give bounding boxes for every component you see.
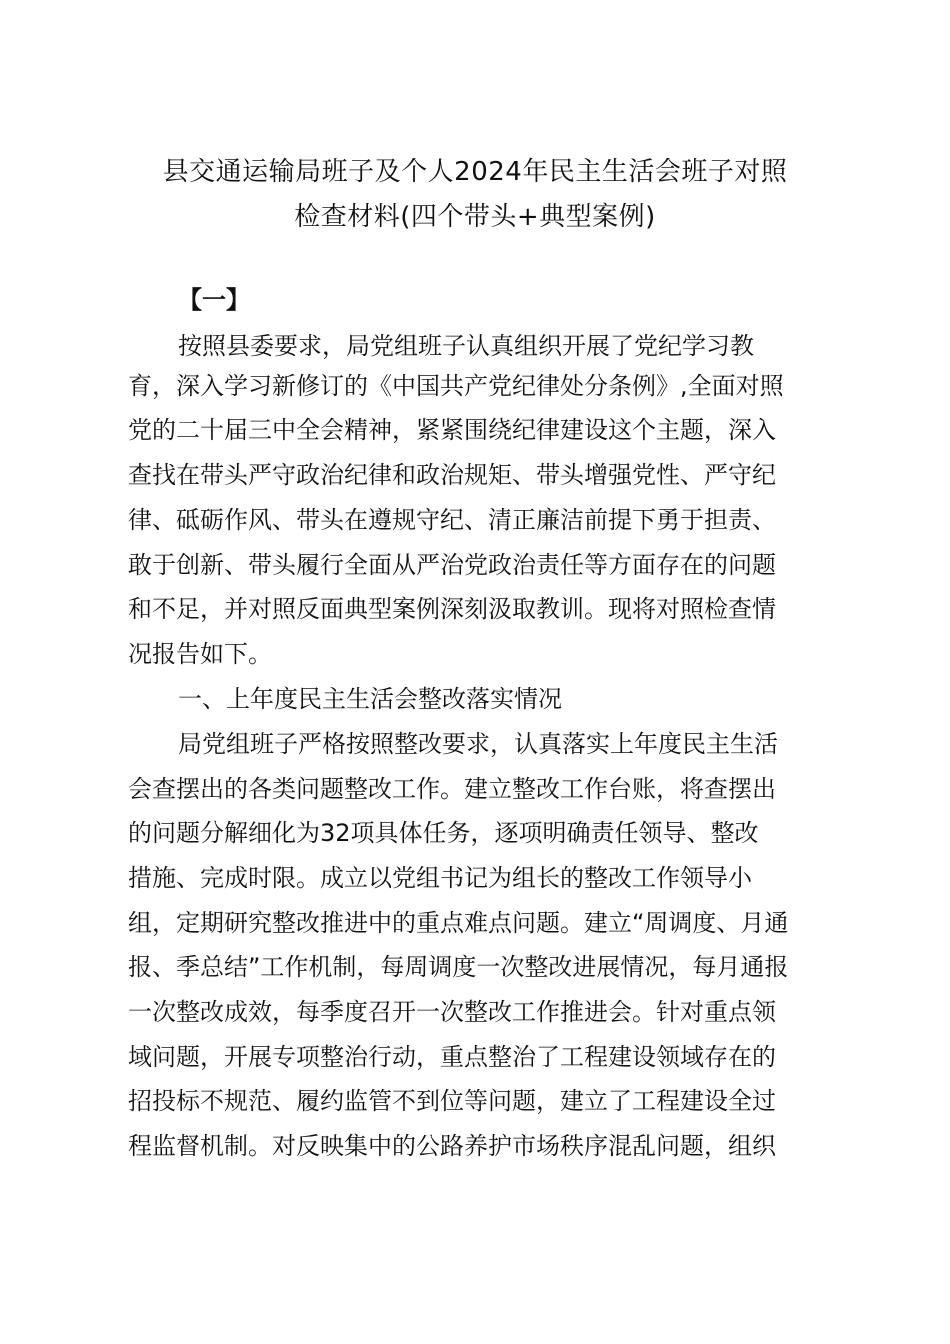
- paragraph-line: 程监督机制。对反映集中的公路养护市场秩序混乱问题，组织: [128, 1132, 776, 1160]
- paragraph-line: 报、季总结”工作机制，每周调度一次整改进展情况，每月通报: [128, 953, 789, 981]
- paragraph-line: 敢于创新、带头履行全面从严治党政治责任等方面存在的问题: [128, 551, 776, 579]
- paragraph-line: 查找在带头严守政治纪律和政治规矩、带头增强党性、严守纪: [128, 461, 776, 489]
- paragraph-line: 局党组班子严格按照整改要求，认真落实上年度民主生活: [178, 730, 778, 758]
- section-heading: 一、上年度民主生活会整改落实情况: [178, 685, 562, 713]
- paragraph-line: 招投标不规范、履约监管不到位等问题，建立了工程建设全过: [128, 1087, 776, 1115]
- paragraph-line: 按照县委要求，局党组班子认真组织开展了党纪学习教: [178, 332, 754, 360]
- document-title-line-2: 检查材料(四个带头+典型案例): [294, 202, 656, 232]
- paragraph-line: 和不足，并对照反面典型案例深刻汲取教训。现将对照检查情: [128, 595, 776, 623]
- paragraph-line: 组，定期研究整改推进中的重点难点问题。建立“周调度、月通: [128, 909, 789, 937]
- paragraph-line: 育，深入学习新修订的《中国共产党纪律处分条例》,全面对照: [128, 372, 784, 400]
- section-marker: 【一】: [178, 286, 250, 314]
- paragraph-line: 律、砥砺作风、带头在遵规守纪、清正廉洁前提下勇于担责、: [128, 506, 776, 534]
- paragraph-line: 域问题，开展专项整治行动，重点整治了工程建设领域存在的: [128, 1043, 776, 1071]
- paragraph-line: 措施、完成时限。成立以党组书记为组长的整改工作领导小: [128, 864, 752, 892]
- paragraph-line: 一次整改成效，每季度召开一次整改工作推进会。针对重点领: [128, 998, 776, 1026]
- paragraph-line: 会查摆出的各类问题整改工作。建立整改工作台账，将查摆出: [128, 775, 776, 803]
- paragraph-line: 况报告如下。: [128, 640, 272, 668]
- paragraph-line: 的问题分解细化为32项具体任务，逐项明确责任领导、整改: [128, 819, 759, 847]
- paragraph-line: 党的二十届三中全会精神，紧紧围绕纪律建设这个主题，深入: [128, 416, 776, 444]
- document-title-line-1: 县交通运输局班子及个人2024年民主生活会班子对照: [162, 157, 788, 187]
